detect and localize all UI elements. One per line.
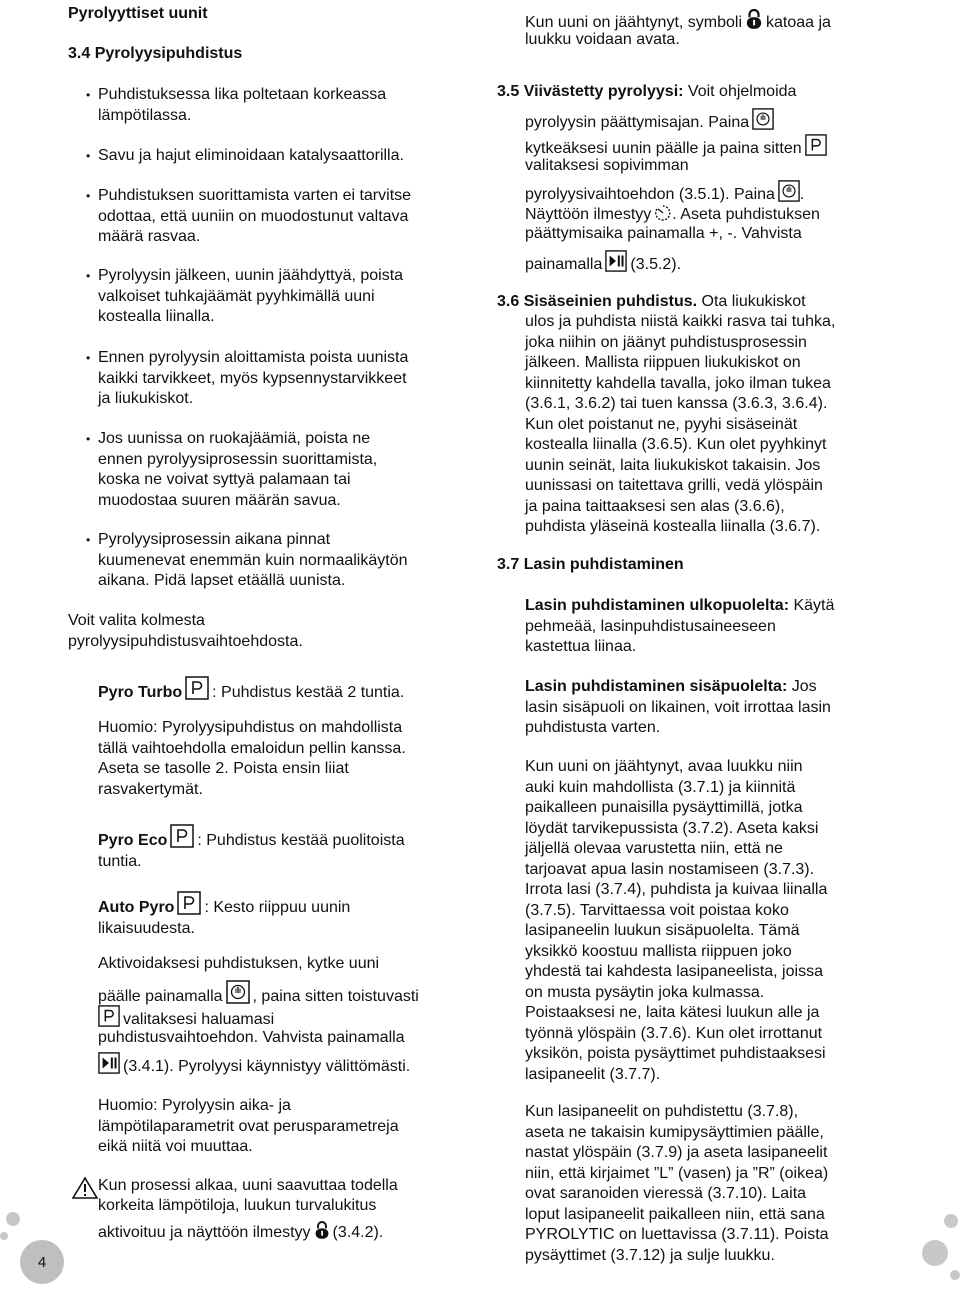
outside-paragraph: Lasin puhdistaminen ulkopuolelta: Käytä pehmeää, lasinpuhdistusaineeseen kastettua liinaa. <box>525 597 835 655</box>
bullet-item-2: • Savu ja hajut eliminoidaan katalysaattorilla. <box>98 146 404 167</box>
outside-label: Lasin puhdistaminen ulkopuolelta: <box>525 597 790 614</box>
heading-3-6: 3.6 Sisäseinien puhdistus. <box>497 293 698 310</box>
bullet-item-4: • Pyrolyysin jälkeen, uunin jäähdyttyä, poista valkoiset tuhkajäämät pyyhkimällä uuni kostealla liinalla. <box>98 266 403 328</box>
heading-3-4: 3.4 Pyrolyysipuhdistus <box>68 45 243 62</box>
activate-line-3: valitaksesi haluamasi <box>98 1005 274 1031</box>
section-title: Pyrolyyttiset uunit <box>68 5 208 22</box>
activate-line-2: päälle painamalla , paina sitten toistuvasti <box>98 980 419 1008</box>
power-button-icon <box>778 180 800 202</box>
activate-line-4: puhdistusvaihtoehdon. Vahvista painamalla <box>98 1029 405 1046</box>
inside-paragraph: Lasin puhdistaminen sisäpuolelta: Jos lasin sisäpuoli on likainen, voit irrottaa lasin puhdistusta varten. <box>525 678 831 736</box>
note-parameters: Huomio: Pyrolyysin aika- ja lämpötilaparametrit ovat perusparametreja eikä niitä voi muuttaa. <box>98 1097 399 1155</box>
start-confirm-icon <box>605 250 627 272</box>
auto-pyro-line: Auto Pyro : Kesto riippuu uunin likaisuudesta. <box>98 891 350 939</box>
pyro-turbo-label: Pyro Turbo <box>98 684 183 701</box>
power-button-icon <box>226 980 250 1004</box>
page-number: 4 <box>20 1240 64 1284</box>
note-enamel: Huomio: Pyrolyysipuhdistus on mahdollista tällä vaihtoehdolla emaloidun pellin kanssa. Aseta se tasolle 2. Poista ensin liiat rasvakertymät. <box>98 719 406 798</box>
pyro-eco-line: Pyro Eco : Puhdistus kestää puolitoista tuntia. <box>98 824 405 872</box>
decor-dot <box>0 1232 8 1240</box>
program-p-icon <box>185 676 209 700</box>
heading-3-7: 3.7 Lasin puhdistaminen <box>497 556 684 573</box>
delayed-line-2: kytkeäksesi uunin päälle ja paina sitten <box>525 134 830 160</box>
door-lock-icon <box>745 8 763 30</box>
bullet-item-7: • Pyrolyysiprosessin aikana pinnat kuumenevat enemmän kuin normaalikäytön aikana. Pidä lapset etäällä uunista. <box>98 530 408 592</box>
delayed-line-1: pyrolyysin päättymisajan. Paina <box>525 108 777 134</box>
program-p-icon <box>98 1005 120 1027</box>
program-p-auto-icon <box>177 891 201 915</box>
start-confirm-icon <box>98 1052 120 1074</box>
program-p-icon <box>805 134 827 156</box>
program-p-eco-icon <box>170 824 194 848</box>
warning-line-2: korkeita lämpötiloja, luukun turvalukitus <box>98 1197 377 1214</box>
bullet-item-6: • Jos uunissa on ruokajäämiä, poista ne ennen pyrolyysiprosessin suorittamista, koska ne voivat syttyä palamaan tai muodostaa suuren määrän savua. <box>98 429 377 511</box>
choose-text: Voit valita kolmesta pyrolyysipuhdistusvaihtoehdosta. <box>68 612 303 650</box>
activate-line-5: (3.4.1). Pyrolyysi käynnistyy välittömästi. <box>98 1052 410 1078</box>
warning-line-3: aktivoituu ja näyttöön ilmestyy (3.4.2). <box>98 1220 383 1244</box>
inner-walls-paragraph: ulos ja puhdista niistä kaikki rasva tai tuhka, joka niihin on jäänyt puhdistusprosessin jälkeen. Mallista riippuen liukukiskot on kiinnitetty kahdella tavalla, joko ilman tukea (3.6.1, 3.6.2) tai tuen kanssa (3.6.3, 3.6.4). Kun olet poistanut ne, pyyhi sisäseinät kostealla liinalla (3.6.5). Kun olet pyyhkinyt uunin seinät, laita liukukiskot takaisin. Jos uunissasi on taitettava grilli, vedä ylöspäin ja paina taittaaksesi sen alas (3.6.6), puhdista yläseinä kostealla liinalla (3.6.7). <box>525 313 836 535</box>
bullet-item-1: • Puhdistuksessa lika poltetaan korkeassa lämpötilassa. <box>98 85 386 126</box>
power-button-icon <box>752 108 774 130</box>
delayed-line-7: painamalla (3.5.2). <box>525 250 681 276</box>
heading-3-6-line: 3.6 Sisäseinien puhdistus. Ota liukukiskot <box>497 293 806 310</box>
pyro-turbo-line: Pyro Turbo : Puhdistus kestää 2 tuntia. <box>98 676 404 704</box>
auto-pyro-label: Auto Pyro <box>98 899 175 916</box>
warning-triangle-icon <box>72 1176 98 1200</box>
bullet-item-3: • Puhdistuksen suorittamista varten ei tarvitse odottaa, että uuniin on muodostunut valtava määrä rasvaa. <box>98 186 411 248</box>
inside-label: Lasin puhdistaminen sisäpuolelta: <box>525 678 788 695</box>
glass-removal-paragraph: Kun uuni on jäähtynyt, avaa luukku niin auki kuin mahdollista (3.7.1) ja kiinnitä paikalleen punaisilla pysäyttimillä, jotka löydät tarvikepussista (3.7.2). Aseta kaksi jäljellä olevaa varustetta niin, että ne tarjoavat apua lasin nostamiseen (3.7.3). Irrota lasi (3.7.4), puhdista ja kuivaa liinalla (3.7.5). Tarvittaessa voit poistaa koko lasipaneelin luukun sisäpuolelta. Tämä yksikkö koostuu mallista riippuen joko yhdestä tai kahdesta lasipaneelista, joissa on musta pysäytin joka kulmassa. Poistaaksesi ne, laita kätesi luukun alle ja työnnä ylöspäin (3.7.6). Kun olet irrottanut yksikön, poista pysäyttimet puhdistaaksesi lasipaneelit (3.7.7). <box>525 758 828 1083</box>
activate-line-1: Aktivoidaksesi puhdistuksen, kytke uuni <box>98 955 380 972</box>
decor-dot <box>922 1240 948 1266</box>
timer-icon <box>654 204 672 222</box>
delayed-line-4: pyrolyysivaihtoehdon (3.5.1). Paina . <box>525 180 804 206</box>
pyro-eco-label: Pyro Eco <box>98 832 168 849</box>
cooled-line-2: luukku voidaan avata. <box>525 31 680 48</box>
door-lock-icon <box>314 1220 330 1240</box>
delayed-line-3: valitaksesi sopivimman <box>525 157 689 174</box>
decor-dot <box>6 1212 20 1226</box>
bullet-item-5: • Ennen pyrolyysin aloittamista poista uunista kaikki tarvikkeet, myös kypsennystarvikkeet ja liukukiskot. <box>98 348 408 410</box>
heading-3-5: 3.5 Viivästetty pyrolyysi: <box>497 83 684 100</box>
delayed-line-6: päättymisaika painamalla +, -. Vahvista <box>525 225 802 242</box>
heading-3-5-line: 3.5 Viivästetty pyrolyysi: Voit ohjelmoida <box>497 83 797 100</box>
delayed-line-5: Näyttöön ilmestyy . Aseta puhdistuksen <box>525 206 820 223</box>
warning-line-1: Kun prosessi alkaa, uuni saavuttaa todella <box>98 1177 398 1194</box>
glass-refit-paragraph: Kun lasipaneelit on puhdistettu (3.7.8), aseta ne takaisin kumipysäyttimien päälle, nastat ylöspäin (3.7.9) ja aseta lasipaneelit niin, että kirjaimet ”L” (vasen) ja ”R” (oikea) ovat saranoiden vieressä (3.7.10). Laita loput lasipaneelit paikalleen niin, että sana PYROLYTIC on luettavissa (3.7.11). Poista pysäyttimet (3.7.12) ja sulje luukku. <box>525 1103 829 1264</box>
decor-dot <box>944 1214 958 1228</box>
cooled-line-1: Kun uuni on jäähtynyt, symboli katoaa ja <box>525 8 831 34</box>
decor-dot <box>950 1270 960 1280</box>
